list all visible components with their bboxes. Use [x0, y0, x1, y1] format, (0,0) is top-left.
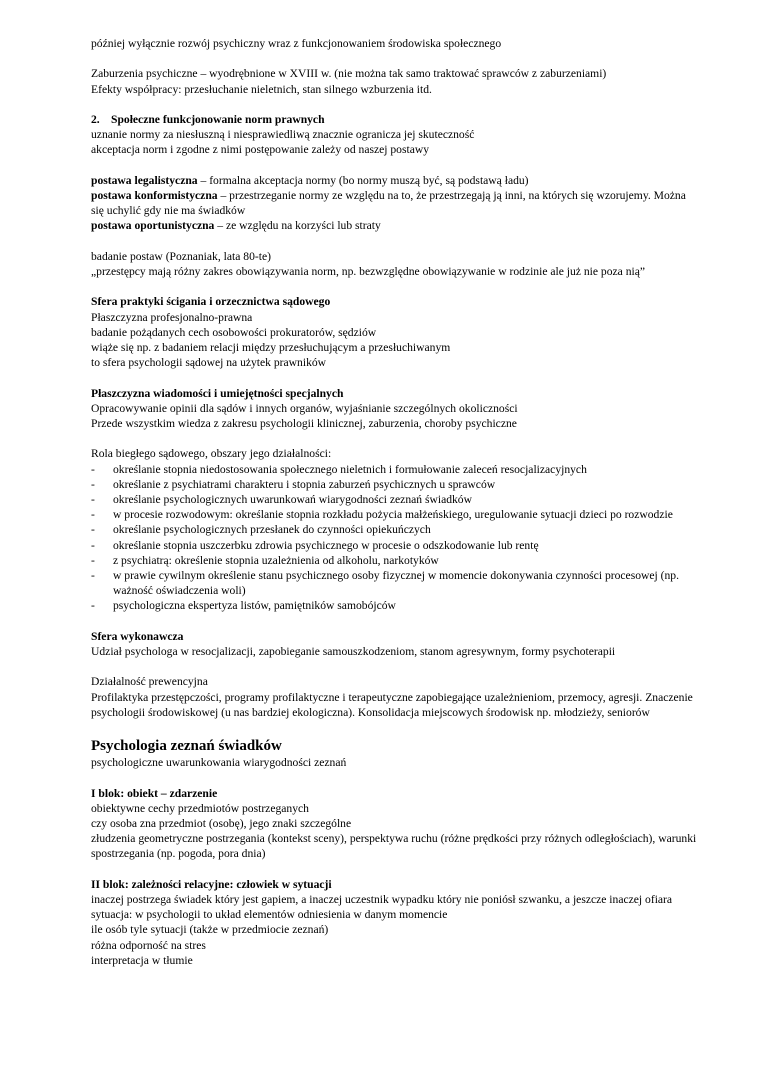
- list-item-text: w prawie cywilnym określenie stanu psychicznego osoby fizycznej w momencie dokonywania czynności procesowej (np. ważność oświadczenia woli): [113, 569, 679, 598]
- list-item-text: określanie psychologicznych przesłanek do czynności opiekuńczych: [113, 523, 431, 537]
- text-paragraph: inaczej postrzega świadek który jest gapiem, a inaczej uczestnik wypadku który nie poniósł szwanku, a jeszcze inaczej ofiara: [91, 892, 673, 906]
- list-item: [91, 538, 700, 553]
- text-line: wiąże się np. z badaniem relacji między przesłuchującym a przesłuchiwanym: [91, 340, 451, 354]
- text-line: Opracowywanie opinii dla sądów i innych organów, wyjaśnianie szczególnych okoliczności: [91, 401, 518, 415]
- definition-line: [91, 218, 700, 233]
- text-line: ile osób tyle sytuacji (także w przedmiocie zeznań): [91, 923, 329, 937]
- subsection-heading: Działalność prewencyjna: [91, 675, 208, 689]
- section-heading: [91, 112, 700, 127]
- subsection-heading: Płaszczyzna wiadomości i umiejętności specjalnych: [91, 386, 344, 400]
- list-item: [91, 568, 700, 598]
- dash-bullet: -: [91, 492, 95, 506]
- text-line: obiektywne cechy przedmiotów postrzeganych: [91, 801, 309, 815]
- definition: – ze względu na korzyści lub straty: [214, 219, 381, 233]
- text-line: Efekty współpracy: przesłuchanie nieletnich, stan silnego wzburzenia itd.: [91, 82, 432, 96]
- list-item-text: określanie stopnia uszczerbku zdrowia psychicznego w procesie o odszkodowanie lub rentę: [113, 538, 539, 552]
- definition-line: [91, 188, 700, 218]
- dash-bullet: -: [91, 569, 95, 582]
- text-paragraph: złudzenia geometryczne postrzegania (kontekst sceny), perspektywa ruchu (różne prędkości przy różnych odległościach), warunki spostrzegania (np. pogoda, pora dnia): [91, 832, 697, 861]
- text-line: Przede wszystkim wiedza z zakresu psychologii klinicznej, zaburzenia, choroby psychiczne: [91, 416, 517, 430]
- list-item-text: z psychiatrą: określenie stopnia uzależnienia od alkoholu, narkotyków: [113, 553, 439, 567]
- dash-bullet: -: [91, 477, 95, 491]
- list-item: [91, 507, 700, 522]
- block-heading: I blok: obiekt – zdarzenie: [91, 786, 218, 800]
- section-title: Społeczne funkcjonowanie norm prawnych: [111, 112, 325, 126]
- definition-line: [91, 173, 700, 188]
- text-line: różna odporność na stres: [91, 938, 206, 952]
- text-line: interpretacja w tłumie: [91, 953, 193, 967]
- list-item: [91, 522, 700, 537]
- list-intro: Rola biegłego sądowego, obszary jego działalności:: [91, 447, 332, 461]
- term: postawa legalistyczna: [91, 173, 198, 187]
- dash-bullet: -: [91, 553, 95, 567]
- dash-list: [91, 462, 700, 614]
- definition: – przestrzeganie normy ze względu na to, że przestrzegają ją inni, na których się wzorujemy. Można się uchylić gdy nie ma świadków: [91, 188, 686, 218]
- subsection-heading: Sfera wykonawcza: [91, 629, 184, 643]
- text-line: później wyłącznie rozwój psychiczny wraz z funkcjonowaniem środowiska społecznego: [91, 37, 502, 50]
- text-line: Zaburzenia psychiczne – wyodrębnione w XVIII w. (nie można tak samo traktować sprawców z zaburzeniami): [91, 67, 607, 81]
- text-line: uznanie normy za niesłuszną i niesprawiedliwą znacznie ogranicza jej skuteczność: [91, 128, 475, 142]
- subsection-heading: Sfera praktyki ścigania i orzecznictwa sądowego: [91, 295, 331, 309]
- list-item-text: określanie z psychiatrami charakteru i stopnia zaburzeń psychicznych u sprawców: [113, 477, 496, 491]
- list-item-text: określanie stopnia niedostosowania społecznego nieletnich i formułowanie zaleceń resocjalizacyjnych: [113, 462, 587, 476]
- term: postawa oportunistyczna: [91, 219, 215, 233]
- text-line: czy osoba zna przedmiot (osobę), jego znaki szczególne: [91, 816, 352, 830]
- text-line: badanie postaw (Poznaniak, lata 80-te): [91, 249, 271, 263]
- list-item: [91, 553, 700, 568]
- text-line: badanie pożądanych cech osobowości prokuratorów, sędziów: [91, 325, 377, 339]
- text-line: Płaszczyzna profesjonalno-prawna: [91, 310, 253, 324]
- list-item: [91, 462, 700, 477]
- text-paragraph: Profilaktyka przestępczości, programy profilaktyczne i terapeutyczne zapobiegające uzależnieniom, przemocy, agresji. Znaczenie psychologii środowiskowej (u nas bardziej ekologiczna). Konsolidacja miejscowych środowisk np. młodzieży, seniorów: [91, 690, 693, 719]
- dash-bullet: -: [91, 599, 95, 613]
- dash-bullet: -: [91, 523, 95, 537]
- list-item-text: w procesie rozwodowym: określanie stopnia rozkładu pożycia małżeńskiego, uregulowanie sytuacji dzieci po rozwodzie: [113, 508, 673, 522]
- section-number: 2.: [91, 112, 100, 126]
- list-item: [91, 492, 700, 507]
- quote-line: „przestępcy mają różny zakres obowiązywania norm, np. bezwzględne obowiązywanie w rodzinie ale już nie poza nią”: [91, 264, 646, 278]
- list-item: [91, 477, 700, 492]
- text-line: sytuacja: w psychologii to układ elementów odniesienia w danym momencie: [91, 908, 448, 922]
- text-line: psychologiczne uwarunkowania wiarygodności zeznań: [91, 756, 347, 770]
- dash-bullet: -: [91, 462, 95, 476]
- dash-bullet: -: [91, 538, 95, 552]
- list-item-text: psychologiczna ekspertyza listów, pamiętników samobójców: [113, 599, 396, 613]
- block-heading: II blok: zależności relacyjne: człowiek w sytuacji: [91, 877, 332, 891]
- chapter-heading: Psychologia zeznań świadków: [91, 738, 282, 755]
- list-item-text: określanie psychologicznych uwarunkowań wiarygodności zeznań świadków: [113, 492, 472, 506]
- list-item: [91, 598, 700, 613]
- dash-bullet: -: [91, 508, 95, 522]
- definition: – formalna akceptacja normy (bo normy muszą być, są podstawą ładu): [197, 173, 529, 187]
- text-line: to sfera psychologii sądowej na użytek prawników: [91, 356, 327, 370]
- term: postawa konformistyczna: [91, 188, 218, 202]
- text-line: akceptacja norm i zgodne z nimi postępowanie zależy od naszej postawy: [91, 143, 430, 157]
- text-line: Udział psychologa w resocjalizacji, zapobieganie samouszkodzeniom, stanom agresywnym, formy psychoterapii: [91, 645, 616, 658]
